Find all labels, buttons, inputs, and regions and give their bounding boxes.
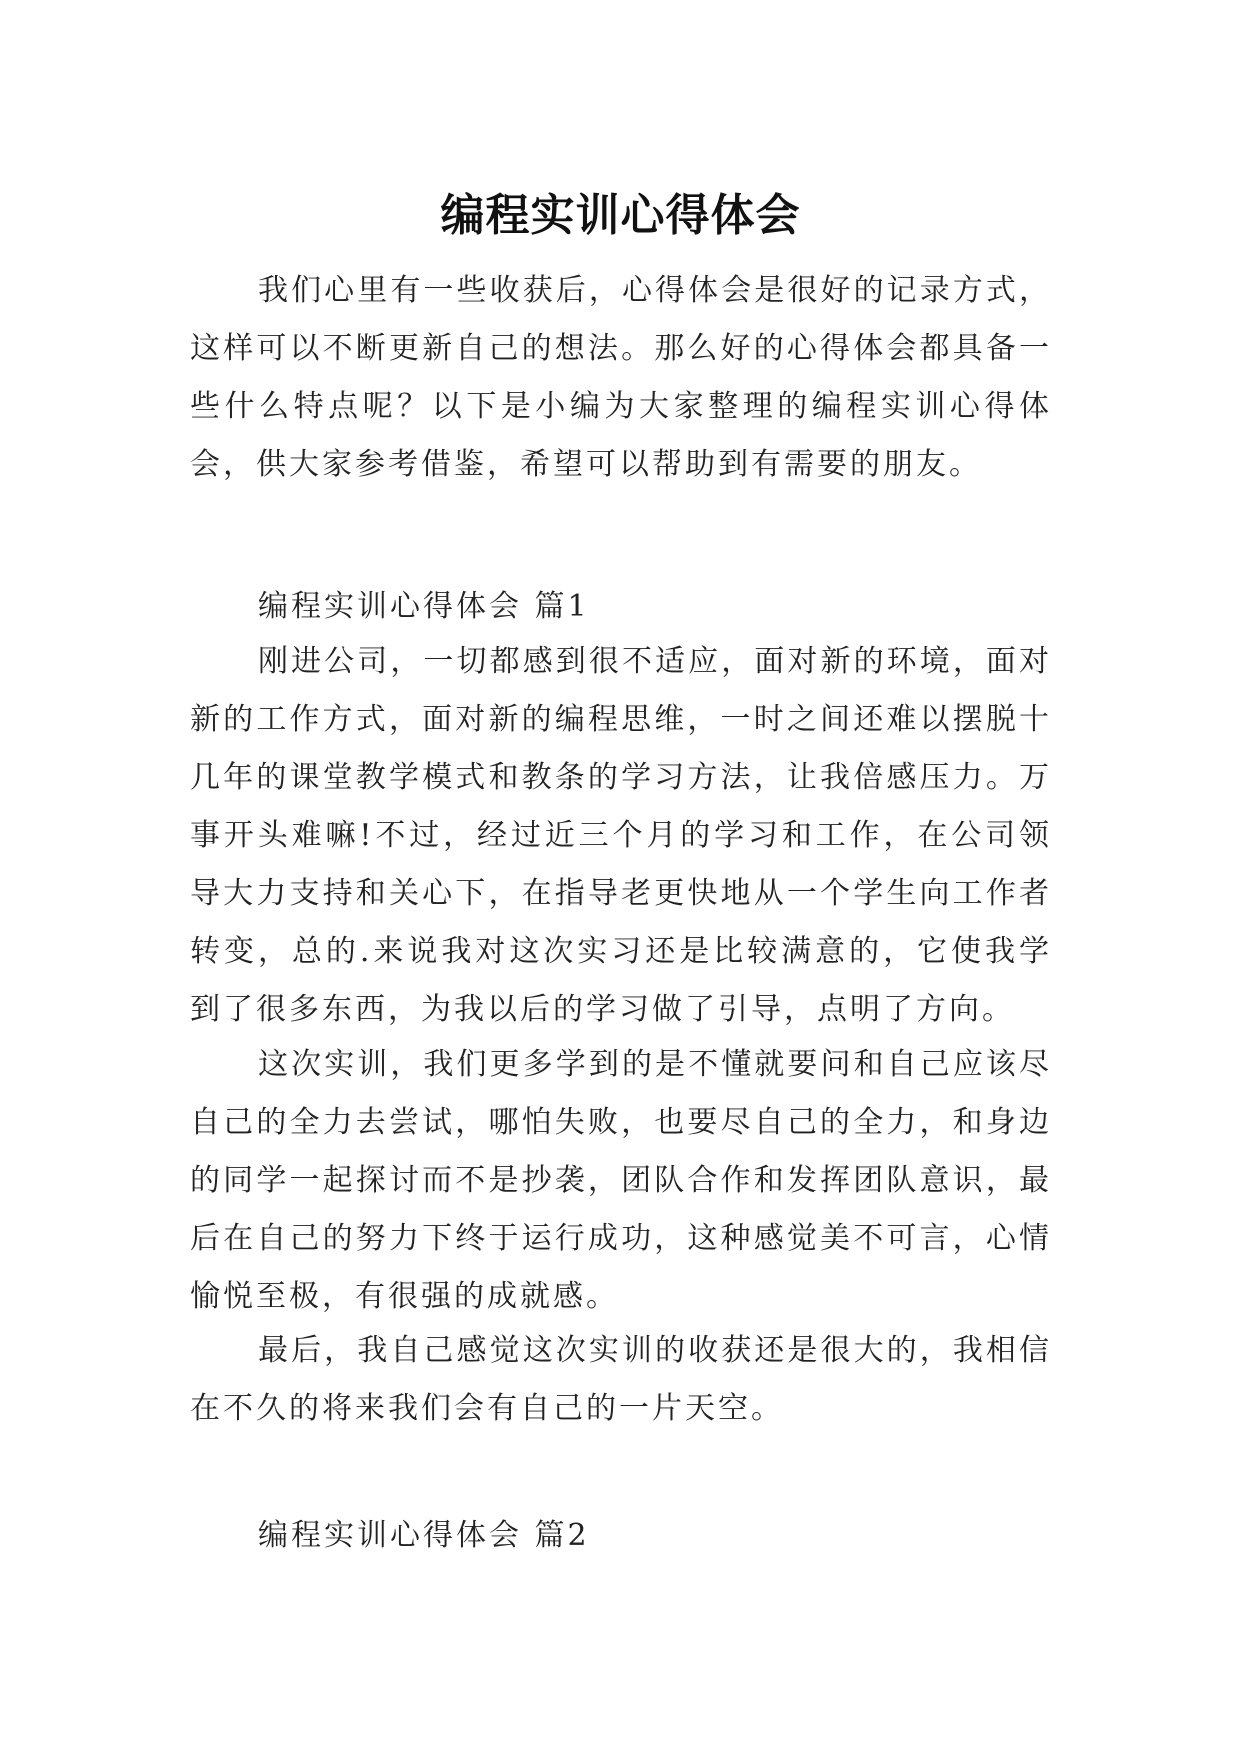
section-1-paragraph-1: 刚进公司，一切都感到很不适应，面对新的环境，面对新的工作方式，面对新的编程思维，一时之间还难以摆脱十几年的课堂教学模式和教条的学习方法，让我倍感压力。万事开头难嘛!不过，经过近三个月的学习和工作，在公司领导大力支持和关心下，在指导老更快地从一个学生向工作者转变，总的.来说我对这次实习还是比较满意的，它使我学到了很多东西，为我以后的学习做了引导，点明了方向。 (190, 644, 1052, 1027)
section-heading-1: 编程实训心得体会 篇1 (258, 589, 590, 624)
section-1-paragraph-2: 这次实训，我们更多学到的是不懂就要问和自己应该尽自己的全力去尝试，哪怕失败，也要尽自己的全力，和身边的同学一起探讨而不是抄袭，团队合作和发挥团队意识，最后在自己的努力下终于运行成功，这种感觉美不可言，心情愉悦至极，有很强的成就感。 (190, 1047, 1052, 1314)
section-heading-2: 编程实训心得体会 篇2 (258, 1518, 590, 1553)
intro-paragraph: 我们心里有一些收获后，心得体会是很好的记录方式，这样可以不断更新自己的想法。那么好的心得体会都具备一些什么特点呢？以下是小编为大家整理的编程实训心得体会，供大家参考借鉴，希望可以帮助到有需要的朋友。 (190, 273, 1052, 482)
page-title: 编程实训心得体会 (440, 190, 801, 242)
section-1-paragraph-3: 最后，我自己感觉这次实训的收获还是很大的，我相信在不久的将来我们会有自己的一片天空。 (190, 1333, 1052, 1426)
